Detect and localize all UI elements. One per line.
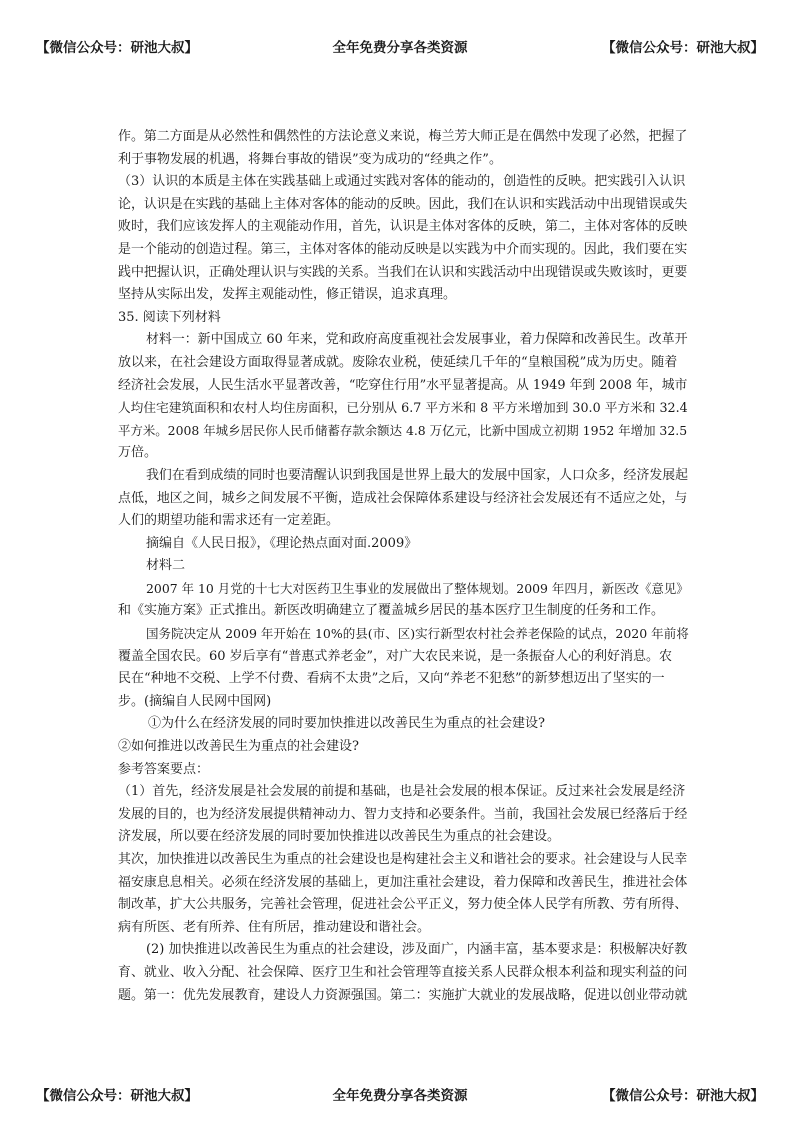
text-line: 国务院决定从 2009 年开始在 10%的县(市、区)实行新型农村社会养老保险的试点，2020 年前将 (146, 626, 689, 642)
footer-right-text: 【微信公众号：研池大叔】 (602, 1088, 764, 1104)
text-line: 发展的目的，也为经济发展提供精神动力、智力支持和必要条件。当前，我国社会发展已经落后于经 (118, 806, 688, 822)
text-line: 民在“种地不交税、上学不付费、看病不太贵”之后，又向“养老不犯愁”的新梦想迈出了坚实的一 (118, 671, 665, 687)
footer-left-text: 【微信公众号：研池大叔】 (36, 1088, 198, 1104)
text-line: 福安康息息相关。必须在经济发展的基础上，更加注重社会建设，着力保障和改善民生，推进社会体 (118, 874, 688, 890)
page-header (0, 36, 800, 58)
text-line: 经济社会发展，人民生活水平显著改善，“吃穿住行用”水平显著提高。从 1949 年到 2008 年，城市 (118, 377, 688, 393)
text-line: 病有所医、老有所养、住有所居，推动建设和谐社会。 (118, 919, 431, 935)
text-line: 平方米。2008 年城乡居民你人民币储蓄存款余额达 4.8 万亿元，比新中国成立初期 1952 年增加 32.5 (118, 422, 688, 438)
text-line: (2) 加快推进以改善民生为重点的社会建设，涉及面广，内涵丰富，基本要求是：积极解决好教 (146, 942, 688, 958)
question-item: ②如何推进以改善民生为重点的社会建设? (118, 739, 359, 755)
text-line: 济发展，所以要在经济发展的同时要加快推进以改善民生为重点的社会建设。 (118, 829, 561, 845)
text-line: 万倍。 (118, 445, 158, 461)
text-line: 和《实施方案》正式推出。新医改明确建立了覆盖城乡居民的基本医疗卫生制度的任务和工作。 (118, 603, 665, 619)
header-left-text: 【微信公众号：研池大叔】 (36, 40, 198, 56)
text-line: 制改革，扩大公共服务，完善社会管理，促进社会公平正义，努力使全体人民学有所教、劳有所得、 (118, 897, 688, 913)
text-line: （3）认识的本质是主体在实践基础上或通过实践对客体的能动的，创造性的反映。把实践引入认识 (118, 174, 686, 190)
text-line: 点低，地区之间，城乡之间发展不平衡，造成社会保障体系建设与经济社会发展还有不适应之处，与 (118, 490, 688, 506)
header-right-text: 【微信公众号：研池大叔】 (602, 40, 764, 56)
question-number: 35. 阅读下列材料 (118, 309, 221, 325)
page-footer (0, 1084, 800, 1106)
text-line: 利于事物发展的机遇，将舞台事故的错误”变为成功的“经典之作”。 (118, 151, 502, 167)
header-center-text: 全年免费分享各类资源 (332, 40, 468, 56)
text-line: 践中把握认识，正确处理认识与实践的关系。当我们在认识和实践活动中出现错误或失败该时，更要 (118, 264, 688, 280)
text-line: 2007 年 10 月党的十七大对医药卫生事业的发展做出了整体规划。2009 年四月，新医改《意见》 (146, 580, 689, 596)
question-item: ①为什么在经济发展的同时要加快推进以改善民生为重点的社会建设? (148, 716, 545, 732)
text-line: 是一个能动的创造过程。第三，主体对客体的能动反映是以实践为中介而实现的。因此，我们要在实 (118, 241, 688, 257)
text-line: 育、就业、收入分配、社会保障、医疗卫生和社会管理等直接关系人民群众根本利益和现实利益的问 (118, 964, 688, 980)
text-line: 我们在看到成绩的同时也要清醒认识到我国是世界上最大的发展中国家，人口众多，经济发展起 (146, 467, 689, 483)
text-line: 步。(摘编自人民网中国网) (118, 693, 272, 709)
text-line: 坚持从实际出发，发挥主观能动性，修正错误，追求真理。 (118, 287, 457, 303)
document-body (118, 126, 688, 1007)
footer-center-text: 全年免费分享各类资源 (332, 1088, 468, 1104)
text-line: 放以来，在社会建设方面取得显著成就。废除农业税，使延续几千年的“皇粮国税”成为历史。随着 (118, 354, 678, 370)
text-line: 作。第二方面是从必然性和偶然性的方法论意义来说，梅兰芳大师正是在偶然中发现了必然，把握了 (118, 129, 688, 144)
text-line: 其次，加快推进以改善民生为重点的社会建设也是构建社会主义和谐社会的要求。社会建设与人民幸 (118, 852, 688, 867)
text-line: 题。第一：优先发展教育，建设人力资源强国。第二：实施扩大就业的发展战略，促进以创业带动就 (118, 987, 688, 1003)
answer-heading: 参考答案要点： (118, 761, 210, 777)
text-line: 论，认识是在实践的基础上主体对客体的能动的反映。因此，我们在认识和实践活动中出现错误或失 (118, 196, 688, 212)
material-heading: 材料二 (146, 558, 186, 574)
text-line: 覆盖全国农民。60 岁后享有“普惠式养老金”，对广大农民来说，是一条振奋人心的利好消息。农 (118, 648, 672, 664)
text-line: 败时，我们应该发挥人的主观能动作用，首先，认识是主体对客体的反映，第二，主体对客体的反映 (118, 219, 688, 235)
text-line: （1）首先，经济发展是社会发展的前提和基础，也是社会发展的根本保证。反过来社会发展是经济 (118, 784, 686, 800)
text-line: 人均住宅建筑面积和农村人均住房面积，已分别从 6.7 平方米和 8 平方米增加到 30.0 平方米和 32.4 (118, 400, 688, 416)
text-line: 人们的期望功能和需求还有一定差距。 (118, 513, 340, 529)
source-citation: 摘编自《人民日报》，《理论热点面对面.2009》 (146, 535, 418, 551)
text-line: 材料一：新中国成立 60 年来，党和政府高度重视社会发展事业，着力保障和改善民生。改革开 (146, 332, 688, 348)
